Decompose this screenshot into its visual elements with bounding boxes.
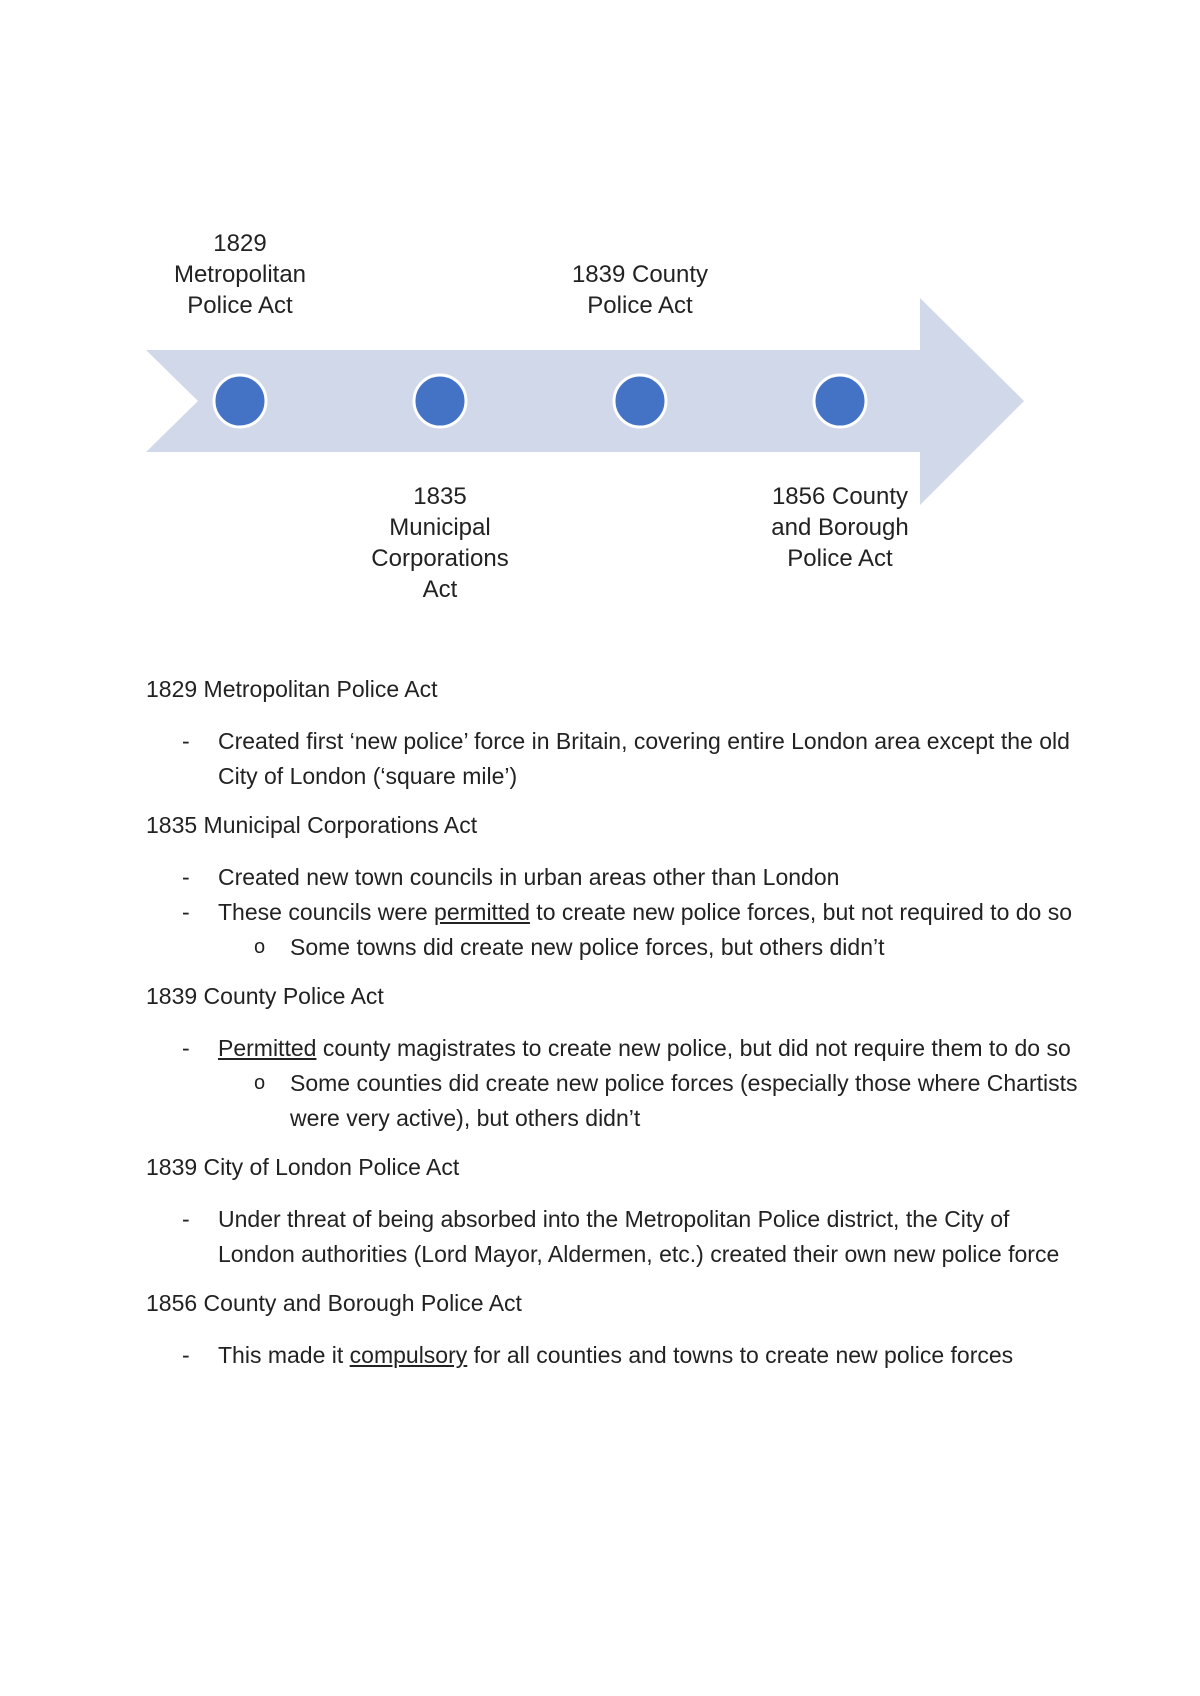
bullet-text: county magistrates to create new police, but did not require them to do so	[316, 1035, 1071, 1061]
timeline-label-line: and Borough	[771, 514, 909, 541]
bullet-item	[146, 724, 1086, 794]
dash-marker: -	[182, 864, 190, 890]
timeline-dot-1829	[214, 375, 266, 427]
emphasis-text: permitted	[434, 899, 530, 925]
bullet-text: to create new police forces, but not required to do so	[529, 899, 1073, 925]
bullet-text: for all counties and towns to create new police forces	[467, 1342, 1014, 1368]
section-heading: 1839 County Police Act	[146, 983, 384, 1009]
dash-marker: -	[182, 1342, 190, 1368]
section-heading: 1829 Metropolitan Police Act	[146, 676, 438, 702]
bullet-list	[146, 1031, 1086, 1136]
bullet-item	[146, 1338, 1086, 1373]
timeline-dot-1856	[814, 375, 866, 427]
timeline-dot-1835	[414, 375, 466, 427]
bullet-item	[146, 895, 1086, 965]
bullet-text: Under threat of being absorbed into the Metropolitan Police district, the City of London authorities (Lord Mayor, Aldermen, etc.) created their own new police force	[218, 1206, 1060, 1267]
bullet-list	[146, 860, 1086, 965]
bullet-list	[146, 1338, 1086, 1373]
timeline-label-1835	[350, 481, 530, 605]
circle-marker: o	[254, 1072, 266, 1094]
dash-marker: -	[182, 1035, 190, 1061]
section	[146, 979, 1086, 1136]
timeline-label-line: 1856 County	[771, 483, 909, 510]
bullet-list	[146, 724, 1086, 794]
circle-marker: o	[254, 936, 266, 958]
timeline-label-1829	[150, 228, 330, 321]
sub-bullet-text: Some towns did create new police forces, but others didn’t	[290, 934, 885, 960]
section	[146, 808, 1086, 965]
bullet-item	[146, 1202, 1086, 1272]
section-heading: 1856 County and Borough Police Act	[146, 1290, 522, 1316]
timeline-label-1839	[550, 259, 730, 321]
section	[146, 1150, 1086, 1272]
timeline-label-line: 1835	[413, 483, 467, 510]
emphasis-text: compulsory	[349, 1342, 468, 1368]
bullet-list	[146, 1202, 1086, 1272]
dash-marker: -	[182, 728, 190, 754]
sub-bullet-item	[218, 930, 1086, 965]
dash-marker: -	[182, 899, 190, 925]
timeline-diagram	[0, 0, 1200, 640]
timeline-label-line: Police Act	[787, 545, 893, 572]
timeline-label-line: Police Act	[587, 292, 693, 319]
bullet-text: Created new town councils in urban areas other than London	[218, 864, 840, 890]
bullet-text: This made it	[218, 1342, 350, 1368]
section-heading: 1835 Municipal Corporations Act	[146, 812, 478, 838]
bullet-text: These councils were	[218, 899, 435, 925]
timeline-label-line: Act	[422, 576, 458, 603]
timeline-label-line: Metropolitan	[173, 261, 307, 288]
bullet-text: Created first ‘new police’ force in Britain, covering entire London area except the old City of London (‘square mile’)	[218, 728, 1070, 789]
bullet-item	[146, 860, 1086, 895]
emphasis-text: Permitted	[218, 1035, 317, 1061]
sub-bullet-list	[146, 930, 1086, 965]
timeline-label-line: 1829	[213, 230, 267, 257]
bullet-item	[146, 1031, 1086, 1136]
document-body	[146, 672, 1086, 1387]
section-heading: 1839 City of London Police Act	[146, 1154, 460, 1180]
timeline-label-1856	[750, 481, 930, 574]
timeline-label-line: Corporations	[371, 545, 509, 572]
sub-bullet-text: Some counties did create new police forces (especially those where Chartists were very active), but others didn’t	[290, 1070, 1078, 1131]
section	[146, 1286, 1086, 1373]
timeline-label-line: Municipal	[389, 514, 491, 541]
sub-bullet-list	[146, 1066, 1086, 1136]
timeline-label-line: Police Act	[187, 292, 293, 319]
dash-marker: -	[182, 1206, 190, 1232]
timeline-arrow	[146, 298, 1024, 505]
section	[146, 672, 1086, 794]
sub-bullet-item	[218, 1066, 1086, 1136]
timeline-dot-1839	[614, 375, 666, 427]
timeline-label-line: 1839 County	[571, 261, 709, 288]
